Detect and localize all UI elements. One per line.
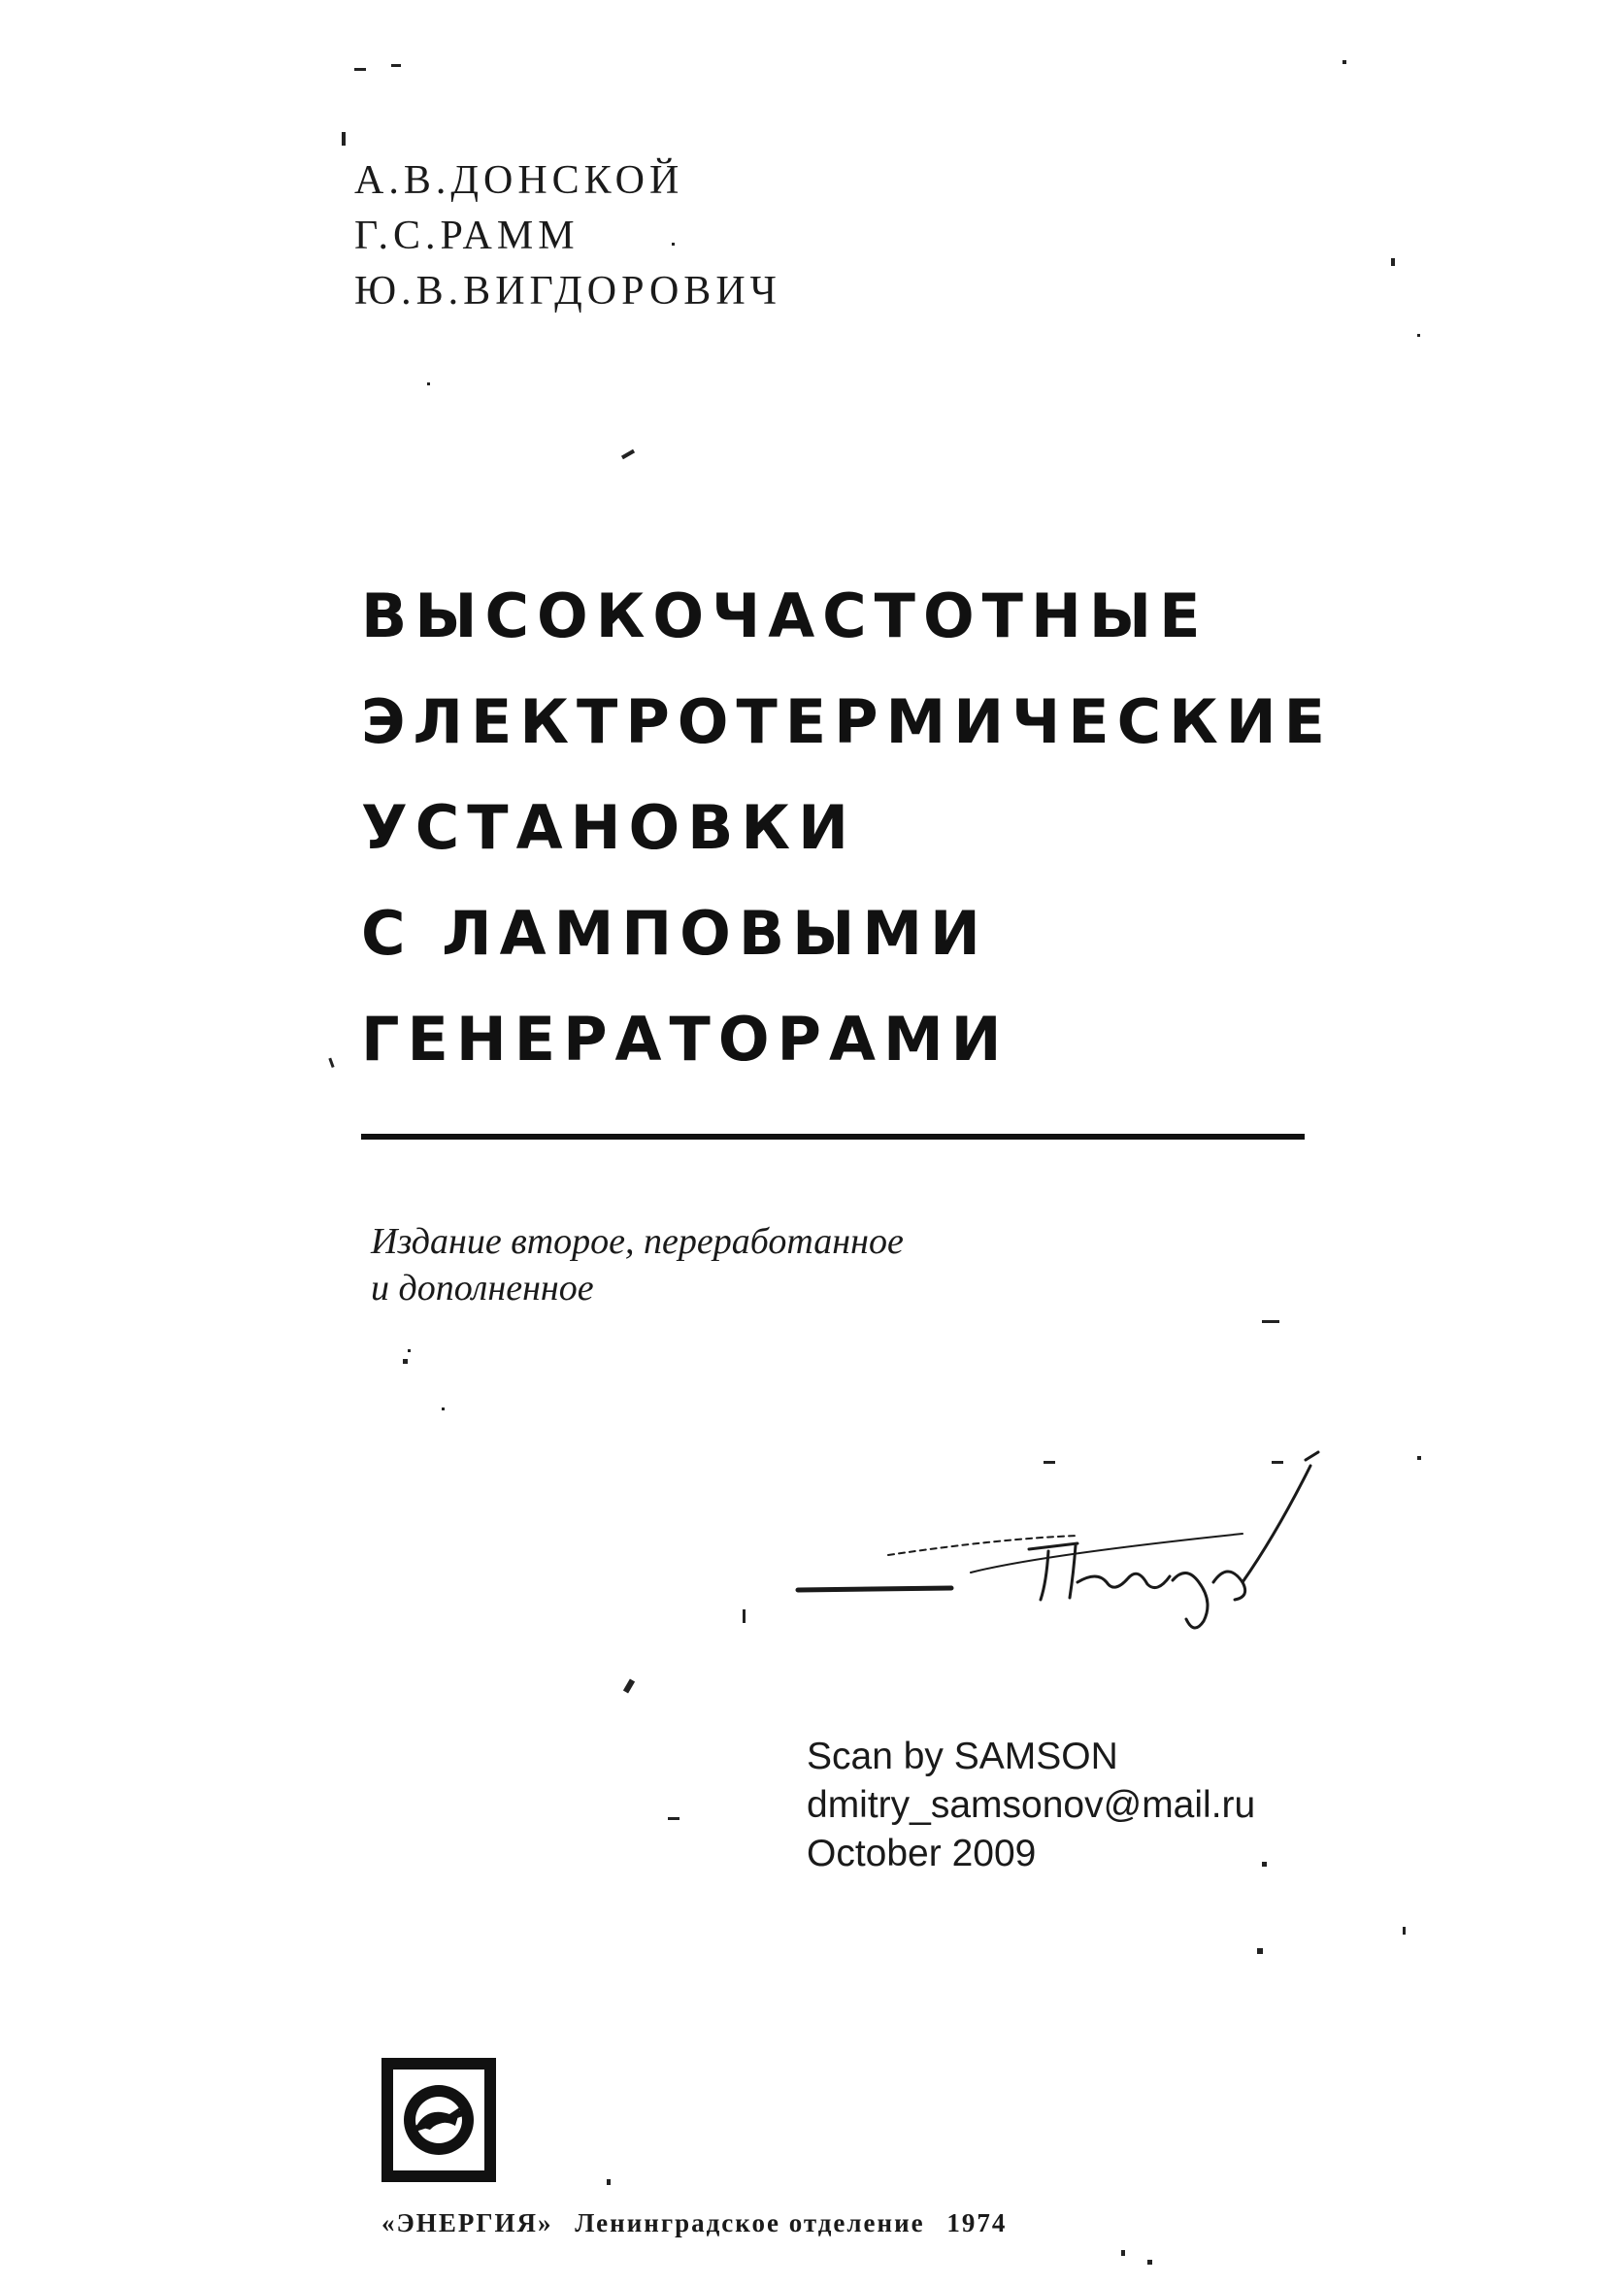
- scan-credit-email: dmitry_samsonov@mail.ru: [807, 1784, 1256, 1826]
- author-name: Г.С.РАММ: [354, 214, 580, 258]
- scan-credit-date: October 2009: [807, 1833, 1037, 1874]
- author-name: Ю.В.ВИГДОРОВИЧ: [354, 269, 781, 314]
- title-line: ЭЛЕКТРОТЕРМИЧЕСКИЕ: [361, 686, 1334, 757]
- author-name: А.В.ДОНСКОЙ: [354, 158, 684, 203]
- author-list: [354, 153, 781, 319]
- scan-credit-line: Scan by SAMSON: [807, 1736, 1118, 1777]
- energia-logo-icon: [381, 2058, 496, 2182]
- scan-credit: [807, 1733, 1255, 1878]
- title-line: ГЕНЕРАТОРАМИ: [361, 1004, 1010, 1075]
- edition-line: и дополненное: [371, 1268, 594, 1308]
- publisher-name: «ЭНЕРГИЯ»: [381, 2208, 553, 2237]
- publisher-department: Ленинградское отделение: [575, 2208, 925, 2237]
- title-divider: [361, 1134, 1305, 1140]
- title-line: С ЛАМПОВЫМИ: [361, 898, 988, 969]
- publication-year: 1974: [946, 2208, 1008, 2237]
- book-title: [361, 563, 1333, 1092]
- publisher-imprint: [381, 2208, 1020, 2238]
- title-line: ВЫСОКОЧАСТОТНЫЕ: [361, 580, 1209, 651]
- handwritten-signature: [786, 1446, 1369, 1640]
- edition-note: [371, 1218, 904, 1311]
- title-line: УСТАНОВКИ: [361, 792, 856, 863]
- edition-line: Издание второе, переработанное: [371, 1221, 904, 1262]
